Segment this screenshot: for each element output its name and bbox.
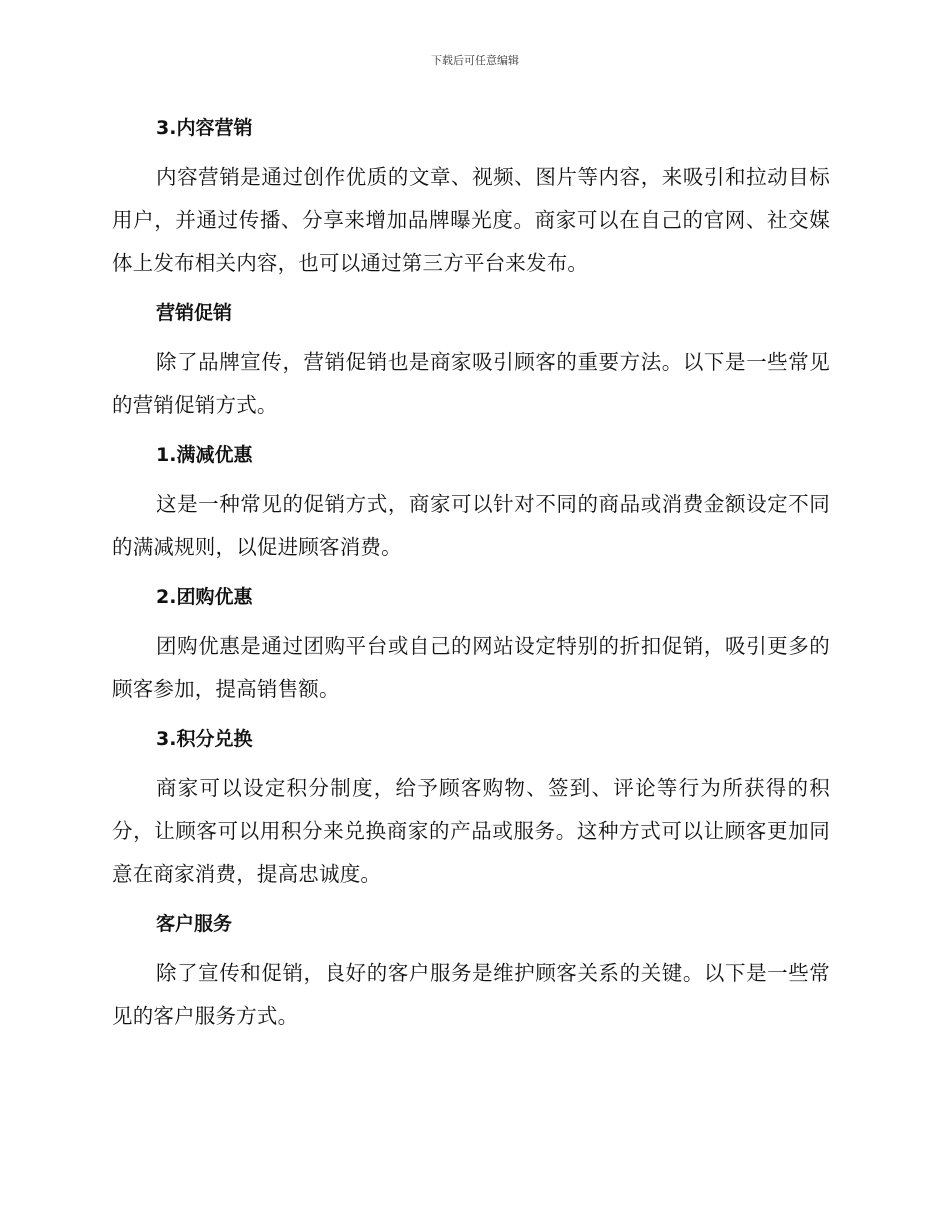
section-heading: 3.内容营销: [156, 117, 253, 139]
section-paragraph: 商家可以设定积分制度，给予顾客购物、签到、评论等行为所获得的积分，让顾客可以用积分来兑换商家的产品或服务。这种方式可以让顾客更加同意在商家消费，提高忠诚度。: [112, 776, 830, 886]
section-heading: 1.满减优惠: [156, 444, 253, 466]
section-paragraph: 除了宣传和促销，良好的客户服务是维护顾客关系的关键。以下是一些常见的客户服务方式。: [112, 961, 830, 1028]
document-body: [112, 108, 830, 1046]
section-paragraph: 除了品牌宣传，营销促销也是商家吸引顾客的重要方法。以下是一些常见的营销促销方式。: [112, 350, 830, 417]
section-paragraph: 内容营销是通过创作优质的文章、视频、图片等内容，来吸引和拉动目标用户，并通过传播、分享来增加品牌曝光度。商家可以在自己的官网、社交媒体上发布相关内容，也可以通过第三方平台来发布。: [112, 165, 830, 275]
section-heading: 3.积分兑换: [156, 728, 253, 750]
section-paragraph: 这是一种常见的促销方式，商家可以针对不同的商品或消费金额设定不同的满减规则，以促进顾客消费。: [112, 492, 830, 559]
section-heading: 2.团购优惠: [156, 586, 253, 608]
page-header: 下载后可任意编辑: [431, 54, 519, 67]
section-heading: 营销促销: [156, 302, 233, 324]
section-paragraph: 团购优惠是通过团购平台或自己的网站设定特别的折扣促销，吸引更多的顾客参加，提高销售额。: [112, 634, 830, 701]
section-heading: 客户服务: [156, 913, 233, 935]
